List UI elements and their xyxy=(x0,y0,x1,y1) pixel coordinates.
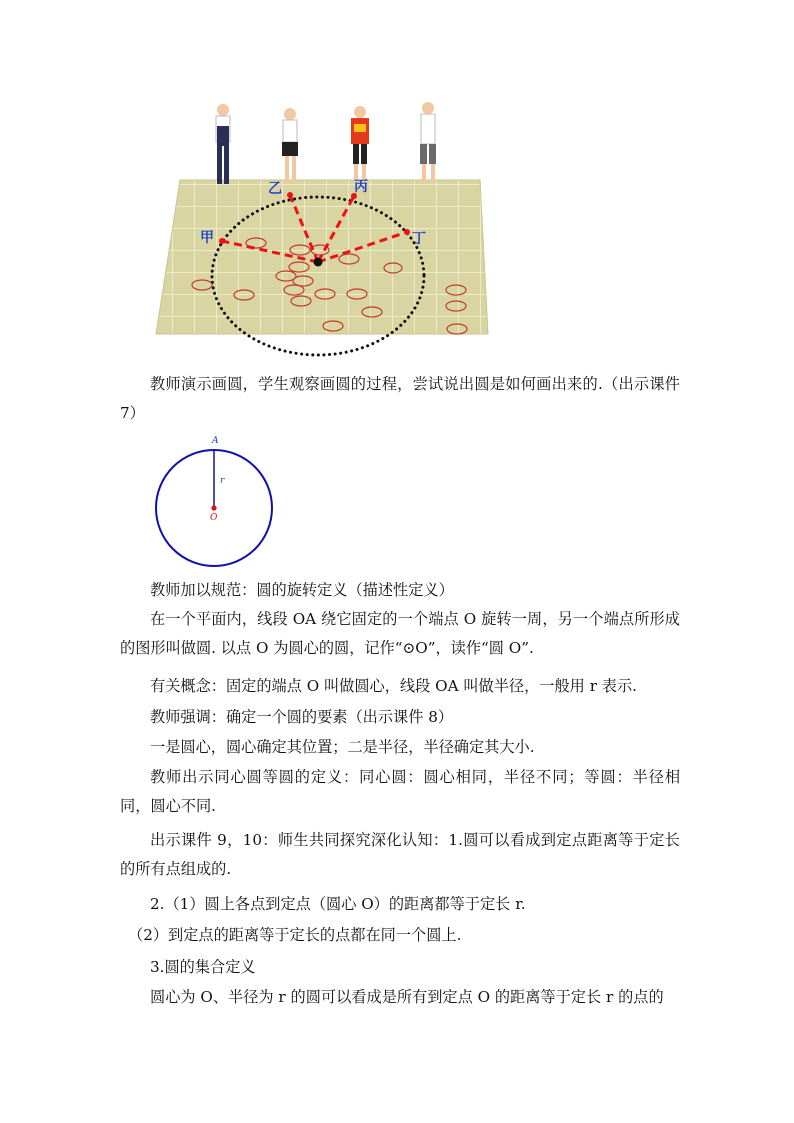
label-bing: 丙 xyxy=(354,179,368,195)
label-jia: 甲 xyxy=(200,230,214,246)
label-yi: 乙 xyxy=(268,181,282,197)
label-r: r xyxy=(220,476,225,486)
paragraph-4: 有关概念：固定的端点 O 叫做圆心，线段 OA 叫做半径，一般用 r 表示. xyxy=(150,677,637,695)
label-ding: 丁 xyxy=(412,231,426,247)
circle-radius-figure xyxy=(150,430,280,570)
paragraph-10: （2）到定点的距离等于定长的点都在同一个圆上. xyxy=(128,926,462,944)
student-bing-figure xyxy=(351,106,369,182)
paragraph-12: 圆心为 O、半径为 r 的圆可以看成是所有到定点 O 的距离等于定长 r 的点的 xyxy=(150,988,664,1006)
students-circle-figure xyxy=(150,96,500,358)
paragraph-2: 教师加以规范：圆的旋转定义（描述性定义） xyxy=(150,581,454,599)
student-ding-figure xyxy=(420,102,436,182)
paragraph-9: 2.（1）圆上各点到定点（圆心 O）的距离都等于定长 r. xyxy=(150,895,526,913)
paragraph-3: 在一个平面内，线段 OA 绕它固定的一个端点 O 旋转一周，另一个端点所形成的图形叫做圆. 以点 O 为圆心的圆，记作“⊙O”，读作“圆 O”. xyxy=(120,610,680,657)
center-point xyxy=(314,258,323,267)
paragraph-11: 3.圆的集合定义 xyxy=(150,958,256,976)
paragraph-1: 教师演示画圆，学生观察画圆的过程，尝试说出圆是如何画出来的.（出示课件 7） xyxy=(120,375,680,422)
paragraph-8: 出示课件 9，10：师生共同探究深化认知：1.圆可以看成到定点距离等于定长的所有点组成的. xyxy=(120,831,680,878)
center-o-point xyxy=(211,505,216,510)
student-jia-figure xyxy=(216,104,230,184)
paragraph-7: 教师出示同心圆等圆的定义：同心圆：圆心相同，半径不同；等圆：半径相同，圆心不同. xyxy=(120,768,680,815)
label-o: O xyxy=(210,513,218,523)
label-a: A xyxy=(212,436,219,446)
student-yi-figure xyxy=(282,108,298,182)
paragraph-6: 一是圆心，圆心确定其位置；二是半径，半径确定其大小. xyxy=(150,738,535,756)
paragraph-5: 教师强调：确定一个圆的要素（出示课件 8） xyxy=(150,708,454,726)
